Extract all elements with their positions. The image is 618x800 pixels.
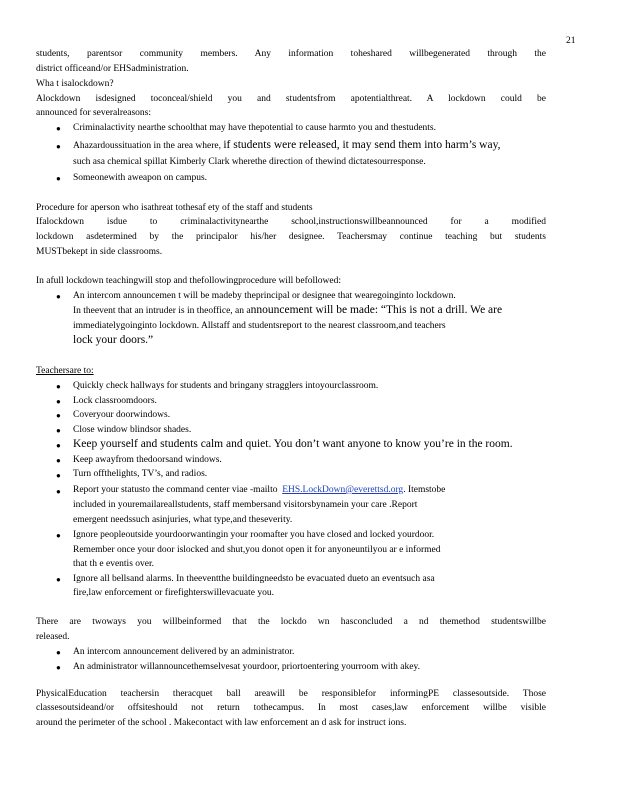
list-item-continued: lock your doors.” bbox=[73, 334, 154, 346]
bullet-icon: ● bbox=[56, 411, 61, 420]
bullet-icon: ● bbox=[56, 663, 61, 672]
list-item: Keep awayfrom thedoorsand windows. bbox=[73, 455, 222, 465]
text-line: In afull lockdown teachingwill stop and thefollowingprocedure will befollowed: bbox=[36, 276, 341, 286]
bullet-icon: ● bbox=[56, 426, 61, 435]
text-line: students, parentsor community members. Any information toheshared willbegenerated through the bbox=[36, 49, 546, 59]
list-item: An administrator willannouncethemselvesat yourdoor, priortoentering yourroom with akey. bbox=[73, 662, 420, 672]
text-line: around the perimeter of the school . Makecontact with law enforcement an d ask for instruct ions. bbox=[36, 718, 407, 728]
email-link[interactable]: EHS.LockDown@everettsd.org bbox=[282, 485, 404, 495]
list-item-continued: Remember once your door islocked and shut,you donot open it for anyoneuntilyou ar e informed bbox=[73, 545, 441, 555]
list-item: Ignore all bellsand alarms. In theeventthe buildingneedsto be evacuated dueto an eventsuch asa bbox=[73, 574, 435, 584]
list-item-continued: that th e eventis over. bbox=[73, 559, 154, 569]
bullet-icon: ● bbox=[56, 441, 61, 450]
text-line: Alockdown isdesigned toconceal/shield you and studentsfrom apotentialthreat. A lockdown could be bbox=[36, 94, 546, 104]
list-item: Someonewith aweapon on campus. bbox=[73, 173, 208, 183]
text-line: announced for severalreasons: bbox=[36, 108, 152, 118]
list-item: Turn offthelights, TV’s, and radios. bbox=[73, 469, 208, 479]
list-item: Coveryour doorwindows. bbox=[73, 410, 171, 420]
list-item-continued: emergent needssuch asinjuries, what type,and theseverity. bbox=[73, 515, 293, 525]
list-item-continued: immediatelygoinginto lockdown. Allstaff and studentsreport to the nearest classroom,and teachers bbox=[73, 321, 446, 331]
bullet-icon: ● bbox=[56, 575, 61, 584]
list-item-continued: such asa chemical spillat Kimberly Clark wherethe direction of thewind dictatesourresponse. bbox=[73, 157, 426, 167]
bullet-icon: ● bbox=[56, 471, 61, 480]
list-item: Quickly check hallways for students and bringany stragglers intoyourclassroom. bbox=[73, 381, 379, 391]
list-item: Ignore peopleoutside yourdoorwantingin your roomafter you have closed and locked yourdoor. bbox=[73, 530, 435, 540]
bullet-icon: ● bbox=[56, 174, 61, 183]
text-line: MUSTbekept in side classrooms. bbox=[36, 247, 163, 257]
list-item-continued: In theevent that an intruder is in theoffice, an announcement will be made: “This is not a drill. We are bbox=[73, 304, 503, 316]
text-line: lockdown asdetermined by the principalor his/her designee. Teachersmay continue teaching but students bbox=[36, 232, 546, 242]
text-line: There are twoways you willbeinformed that the lockdo wn hasconcluded a nd themethod studentswillbe bbox=[36, 617, 546, 627]
bullet-icon: ● bbox=[56, 142, 61, 151]
bullet-icon: ● bbox=[56, 456, 61, 465]
text-line: district officeand/or EHSadministration. bbox=[36, 64, 189, 74]
bullet-icon: ● bbox=[56, 531, 61, 540]
bullet-icon: ● bbox=[56, 292, 61, 301]
list-item: Lock classroomdoors. bbox=[73, 396, 157, 406]
bullet-icon: ● bbox=[56, 648, 61, 657]
list-item: Report your statusto the command center viae -mailto EHS.LockDown@everettsd.org. Itemstobe bbox=[73, 485, 446, 495]
bullet-icon: ● bbox=[56, 382, 61, 391]
text-line: PhysicalEducation teachersin theracquet ball areawill be responsiblefor informingPE classesoutside. Those bbox=[36, 689, 546, 699]
list-item: An intercom announcement delivered by an administrator. bbox=[73, 647, 295, 657]
text-line: Ifalockdown isdue to criminalactivitynearthe school,instructionswillbeannounced for a modified bbox=[36, 217, 546, 227]
bullet-icon: ● bbox=[56, 397, 61, 406]
text-line: classesoutsideand/or offsiteshould not return tothecampus. In most cases,law enforcement willbe visible bbox=[36, 703, 546, 713]
list-item: Ahazardoussituation in the area where, if students were released, it may send them into harm’s way, bbox=[73, 139, 501, 151]
section-heading: Teachersare to: bbox=[36, 366, 94, 376]
list-item: Keep yourself and students calm and quiet. You don’t want anyone to know you’re in the room. bbox=[73, 438, 513, 450]
list-item: An intercom announcemen t will be madeby theprincipal or designee that wearegoinginto lockdown. bbox=[73, 291, 456, 301]
bullet-icon: ● bbox=[56, 487, 61, 496]
question-heading: Wha t isalockdown? bbox=[36, 79, 114, 89]
list-item-continued: included in youremailareallstudents, staff membersand visitorsbynamein your care .Report bbox=[73, 500, 418, 510]
bullet-icon: ● bbox=[56, 124, 61, 133]
text-line: Procedure for aperson who isathreat tothesaf ety of the staff and students bbox=[36, 203, 313, 213]
list-item-continued: fire,law enforcement or firefighterswillevacuate you. bbox=[73, 588, 274, 598]
page-number: 21 bbox=[566, 36, 576, 46]
list-item: Close window blindsor shades. bbox=[73, 425, 192, 435]
text-line: released. bbox=[36, 632, 70, 642]
list-item: Criminalactivity nearthe schoolthat may have thepotential to cause harmto you and thestudents. bbox=[73, 123, 437, 133]
